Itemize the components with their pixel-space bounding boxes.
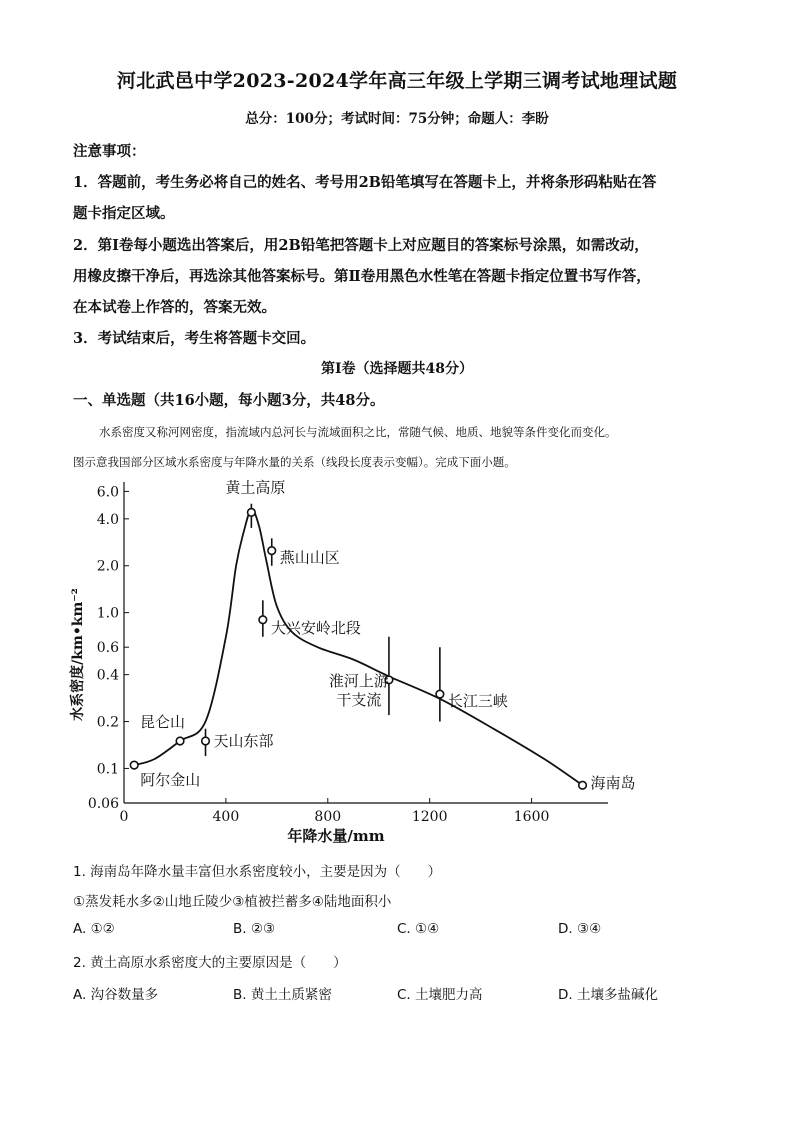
question-1-option-b[interactable]: B. ②③ [233, 921, 276, 937]
y-tick-label: 0.4 [96, 667, 119, 684]
question-2-option-a[interactable]: A. 沟谷数量多 [73, 987, 159, 1003]
y-tick-label: 4.0 [96, 511, 119, 528]
point-label: 黄土高原 [225, 478, 286, 497]
data-point [436, 690, 444, 698]
y-tick-label: 0.1 [96, 761, 119, 778]
data-point [130, 761, 138, 769]
y-tick-label: 0.6 [96, 640, 119, 657]
exam-subtitle: 总分：100分；考试时间：75分钟；命题人：李盼 [245, 111, 549, 127]
point-label: 天山东部 [213, 732, 274, 751]
x-tick-label: 400 [212, 809, 240, 825]
question-2-option-b[interactable]: B. 黄土土质紧密 [233, 987, 332, 1003]
question-2-option-c[interactable]: C. 土壤肥力高 [397, 987, 483, 1003]
y-tick-label: 0.2 [96, 714, 119, 731]
point-label: 干支流 [336, 690, 382, 709]
intro-line-1: 水系密度又称河网密度，指流域内总河长与流域面积之比，常随气候、地质、地貌等条件变化而变化。 [99, 425, 617, 439]
point-label: 阿尔金山 [140, 771, 201, 790]
question-1-option-a[interactable]: A. ①② [73, 921, 115, 937]
point-label: 海南岛 [590, 774, 636, 793]
y-tick-label: 0.06 [87, 796, 119, 812]
y-tick-label: 1.0 [96, 605, 119, 622]
question-1-option-d[interactable]: D. ③④ [558, 921, 602, 937]
question-1-stem: 1. 海南岛年降水量丰富但水系密度较小，主要是因为（ ） [73, 864, 442, 880]
data-point [268, 547, 276, 555]
x-tick-label: 1200 [411, 809, 448, 825]
question-2-option-d[interactable]: D. 土壤多盐碱化 [558, 987, 658, 1003]
note-item-2-line-1: 2．第Ⅰ卷每小题选出答案后，用2B铅笔把答题卡上对应题目的答案标号涂黑，如需改动， [73, 237, 649, 254]
note-item-1-line-2: 题卡指定区域。 [73, 205, 175, 222]
point-label: 燕山山区 [279, 548, 340, 567]
note-item-3: 3．考试结束后，考生将答题卡交回。 [73, 330, 316, 347]
point-label: 大兴安岭北段 [270, 618, 361, 637]
x-tick-label: 800 [314, 809, 342, 825]
data-point [202, 737, 210, 745]
note-item-2-line-3: 在本试卷上作答的，答案无效。 [73, 299, 276, 316]
data-point [579, 781, 587, 789]
point-label: 昆仑山 [140, 713, 186, 732]
part-one-heading: 一、单选题（共16小题，每小题3分，共48分。 [73, 392, 385, 409]
y-axis-label: 水系密度/km•km⁻² [70, 588, 86, 721]
point-label: 长江三峡 [447, 692, 508, 711]
x-tick-label: 1600 [513, 809, 550, 825]
data-point [248, 509, 256, 517]
y-tick-label: 2.0 [96, 558, 119, 575]
question-2-stem: 2. 黄土高原水系密度大的主要原因是（ ） [73, 955, 347, 971]
y-tick-label: 6.0 [96, 484, 119, 501]
note-item-1-line-1: 1．答题前，考生务必将自己的姓名、考号用2B铅笔填写在答题卡上，并将条形码粘贴在答 [73, 174, 657, 191]
note-item-2-line-2: 用橡皮擦干净后，再选涂其他答案标号。第Ⅱ卷用黑色水性笔在答题卡指定位置书写作答， [73, 268, 651, 285]
data-point [259, 616, 267, 624]
x-axis-label: 年降水量/mm [287, 827, 385, 845]
point-label: 淮河上游 [328, 671, 389, 690]
question-1-statements: ①蒸发耗水多②山地丘陵少③植被拦蓄多④陆地面积小 [73, 894, 392, 910]
intro-line-2: 图示意我国部分区域水系密度与年降水量的关系（线段长度表示变幅）。完成下面小题。 [73, 455, 516, 469]
water-density-chart [68, 478, 636, 850]
section-title: 第Ⅰ卷（选择题共48分） [320, 361, 474, 377]
notes-heading: 注意事项： [73, 143, 146, 160]
data-point [176, 737, 184, 745]
exam-title: 河北武邑中学2023-2024学年高三年级上学期三调考试地理试题 [116, 70, 678, 92]
question-1-option-c[interactable]: C. ①④ [397, 921, 440, 937]
x-tick-label: 0 [119, 809, 129, 825]
trend-curve [134, 509, 582, 785]
